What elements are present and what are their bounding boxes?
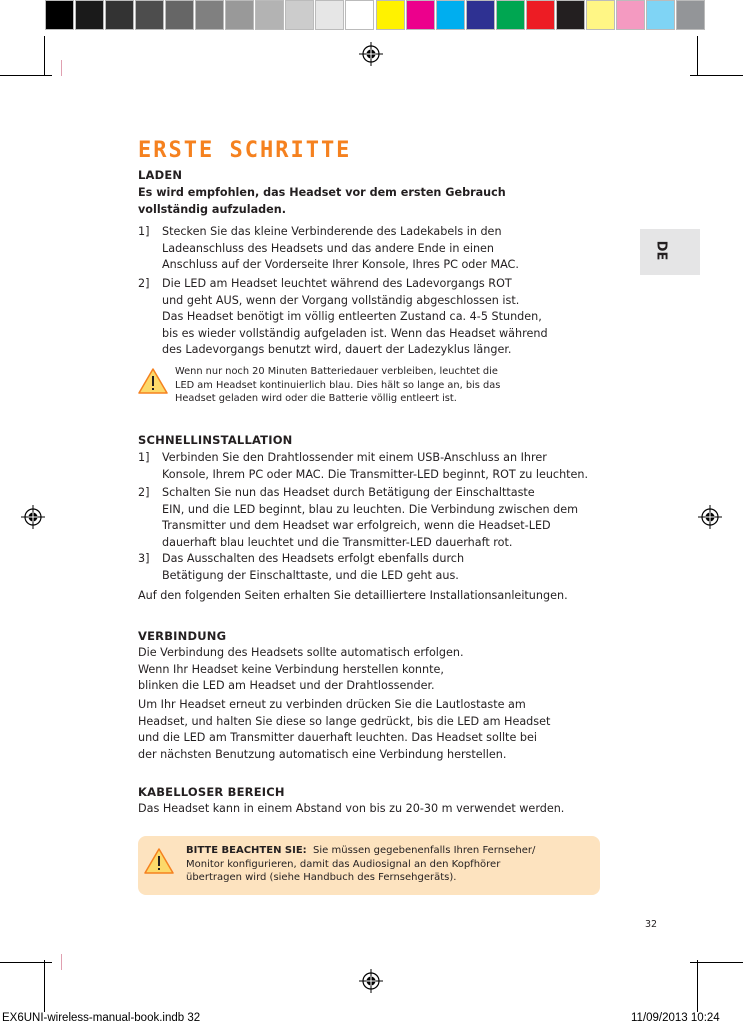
text-line: Headset, und halten Sie diese so lange gedrückt, bis die LED am Headset bbox=[138, 714, 551, 728]
color-swatch bbox=[225, 0, 254, 30]
color-swatch bbox=[75, 0, 104, 30]
language-tab-label: DE bbox=[653, 240, 669, 261]
verbindung-paragraph bbox=[138, 645, 464, 695]
page-title: ERSTE SCHRITTE bbox=[138, 138, 352, 163]
text-line: Wenn Ihr Headset keine Verbindung herstellen konnte, bbox=[138, 662, 444, 676]
color-swatch bbox=[556, 0, 585, 30]
text-line: Das Headset benötigt im völlig entleerten Zustand ca. 4-5 Stunden, bbox=[162, 310, 542, 323]
text-line: Die Verbindung des Headsets sollte automatisch erfolgen. bbox=[138, 646, 464, 659]
text-line: Konsole, Ihrem PC oder MAC. Die Transmitter-LED beginnt, ROT zu leuchten. bbox=[162, 467, 589, 481]
text-line: bis es wieder vollständig aufgeladen ist. Wenn das Headset während bbox=[162, 326, 548, 340]
warning-icon bbox=[144, 848, 174, 874]
color-swatch bbox=[45, 0, 74, 30]
section-heading-kabelloser-bereich: KABELLOSER BEREICH bbox=[138, 785, 285, 799]
text-line: Ladeanschluss des Headsets und das andere Ende in einen bbox=[162, 241, 495, 255]
list-number: 2] bbox=[138, 486, 150, 499]
registration-mark-icon bbox=[359, 969, 383, 993]
crop-mark bbox=[690, 75, 743, 76]
list-number: 2] bbox=[138, 277, 150, 290]
color-swatch bbox=[526, 0, 555, 30]
crop-mark bbox=[690, 962, 743, 963]
kabellos-text: Das Headset kann in einem Abstand von bis zu 20-30 m verwendet werden. bbox=[138, 802, 565, 815]
text-line: und geht AUS, wenn der Vorgang vollständig abgeschlossen ist. bbox=[162, 293, 520, 307]
crop-mark bbox=[697, 960, 698, 1012]
color-swatch bbox=[195, 0, 224, 30]
text-line: dauerhaft blau leuchtet und die Transmitter-LED dauerhaft rot. bbox=[162, 535, 513, 549]
section-heading-laden: LADEN bbox=[138, 168, 183, 182]
text-line: Die LED am Headset leuchtet während des Ladevorgangs ROT bbox=[162, 277, 512, 290]
text-line: des Ladevorgangs benutzt wird, dauert der Ladezyklus länger. bbox=[162, 343, 512, 356]
text-line: Anschluss auf der Vorderseite Ihrer Konsole, Ihres PC oder MAC. bbox=[162, 258, 519, 271]
schnell-footer: Auf den folgenden Seiten erhalten Sie detailliertere Installationsanleitungen. bbox=[138, 589, 568, 602]
color-swatch bbox=[135, 0, 164, 30]
text-line: Stecken Sie das kleine Verbinderende des Ladekabels in den bbox=[162, 225, 502, 238]
registration-mark-icon bbox=[698, 505, 722, 529]
text-line: EIN, und die LED beginnt, blau zu leuchten. Die Verbindung zwischen dem bbox=[162, 502, 578, 516]
text-line: Headset geladen wird oder die Batterie völlig entleert ist. bbox=[175, 393, 457, 404]
text-line: Wenn nur noch 20 Minuten Batteriedauer verbleiben, leuchtet die bbox=[175, 366, 498, 377]
laden-intro bbox=[138, 185, 506, 218]
slug-date: 11/09/2013 10:24 bbox=[631, 1012, 720, 1024]
color-swatch bbox=[376, 0, 405, 30]
list-number: 3] bbox=[138, 552, 150, 565]
grayscale-color-bar bbox=[45, 0, 375, 30]
warning-text bbox=[175, 365, 500, 406]
crop-mark bbox=[44, 36, 45, 76]
text-line: blinken die LED am Headset und der Drahtlossender. bbox=[138, 679, 435, 692]
text-line: Es wird empfohlen, das Headset vor dem ersten Gebrauch bbox=[138, 186, 506, 199]
note-label: BITTE BEACHTEN SIE: bbox=[186, 845, 307, 856]
text-line: Monitor konfigurieren, damit das Audiosignal an den Kopfhörer bbox=[186, 858, 501, 870]
slug-filename: EX6UNI-wireless-manual-book.indb 32 bbox=[2, 1012, 201, 1024]
text-line: Um Ihr Headset erneut zu verbinden drücken Sie die Lautlostaste am bbox=[138, 698, 526, 711]
text-line: Sie müssen gegebenenfalls Ihren Fernseher/ bbox=[313, 845, 536, 856]
list-number: 1] bbox=[138, 451, 150, 464]
text-line: und die LED am Transmitter dauerhaft leuchten. Das Headset sollte bei bbox=[138, 731, 537, 744]
language-tab bbox=[640, 229, 700, 275]
verbindung-paragraph bbox=[138, 697, 550, 763]
color-swatch bbox=[676, 0, 705, 30]
text-line: Schalten Sie nun das Headset durch Betätigung der Einschalttaste bbox=[162, 486, 535, 499]
registration-mark-icon bbox=[21, 505, 45, 529]
list-number: 1] bbox=[138, 225, 150, 238]
warning-icon bbox=[138, 368, 168, 394]
crop-mark bbox=[44, 960, 45, 1012]
crop-mark bbox=[0, 75, 52, 76]
crop-mark bbox=[697, 36, 698, 76]
color-swatch bbox=[616, 0, 645, 30]
page-number: 32 bbox=[645, 919, 658, 930]
section-heading-verbindung: VERBINDUNG bbox=[138, 629, 227, 643]
text-line: LED am Headset kontinuierlich blau. Dies hält so lange an, bis das bbox=[175, 379, 501, 391]
color-swatch bbox=[105, 0, 134, 30]
text-line: der nächsten Benutzung automatisch eine Verbindung herstellen. bbox=[138, 747, 507, 761]
color-swatch bbox=[255, 0, 284, 30]
crop-mark bbox=[61, 954, 62, 970]
color-swatch bbox=[496, 0, 525, 30]
color-swatch bbox=[285, 0, 314, 30]
registration-mark-icon bbox=[359, 42, 383, 66]
crop-mark bbox=[0, 962, 52, 963]
crop-mark bbox=[61, 60, 62, 76]
section-heading-schnellinstallation: SCHNELLINSTALLATION bbox=[138, 433, 293, 447]
text-line: Verbinden Sie den Drahtlossender mit einem USB-Anschluss an Ihrer bbox=[162, 451, 547, 464]
color-swatch bbox=[436, 0, 465, 30]
text-line: übertragen wird (siehe Handbuch des Fernsehgeräts). bbox=[186, 872, 457, 883]
color-swatch bbox=[406, 0, 435, 30]
color-swatch bbox=[586, 0, 615, 30]
color-swatch bbox=[646, 0, 675, 30]
color-swatch bbox=[345, 0, 374, 30]
color-swatch bbox=[315, 0, 344, 30]
color-swatch bbox=[165, 0, 194, 30]
text-line: Betätigung der Einschalttaste, und die LED geht aus. bbox=[162, 568, 459, 582]
color-swatch bbox=[466, 0, 495, 30]
note-text bbox=[186, 844, 535, 885]
process-color-bar bbox=[376, 0, 706, 30]
text-line: Transmitter und dem Headset war erfolgreich, wenn die Headset-LED bbox=[162, 519, 551, 532]
text-line: Das Ausschalten des Headsets erfolgt ebenfalls durch bbox=[162, 552, 465, 565]
text-line: vollständig aufzuladen. bbox=[138, 202, 286, 216]
